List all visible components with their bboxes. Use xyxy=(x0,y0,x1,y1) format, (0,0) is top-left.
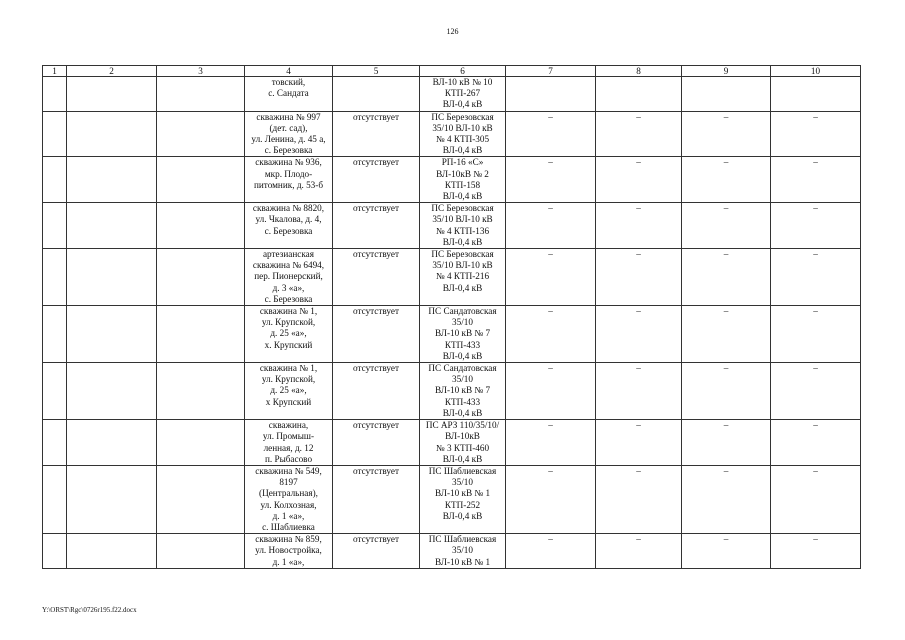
empty-cell-col-1 xyxy=(43,157,67,203)
address-cell xyxy=(245,157,333,203)
address-line: с. Шаблиевка xyxy=(262,521,315,532)
empty-cell-col-3 xyxy=(157,203,245,249)
status-cell: отсутствует xyxy=(333,363,420,420)
value-cell-c7: – xyxy=(506,203,596,249)
value-cell-c9: – xyxy=(682,249,771,306)
empty-cell-col-1 xyxy=(43,363,67,420)
value-cell-c10: – xyxy=(771,465,861,533)
power-source-line: № 3 КТП-460 xyxy=(435,442,490,453)
value-cell-c10: – xyxy=(771,534,861,569)
value-cell-c9: – xyxy=(682,534,771,569)
empty-cell-col-2 xyxy=(67,534,157,569)
table-row xyxy=(43,363,861,420)
status-cell: отсутствует xyxy=(333,420,420,466)
address-line: питомник, д. 53-б xyxy=(253,179,324,190)
power-source-line: ПС Березовская xyxy=(431,249,494,260)
power-source-line: ПС АРЗ 110/35/10/ xyxy=(425,420,500,431)
value-cell-c7: – xyxy=(506,157,596,203)
value-cell-c7 xyxy=(506,77,596,112)
address-line: 8197 xyxy=(279,477,298,488)
address-cell xyxy=(245,203,333,249)
address-line: ул. Чкалова, д. 4, xyxy=(255,214,322,225)
empty-cell-col-2 xyxy=(67,203,157,249)
empty-cell-col-3 xyxy=(157,77,245,112)
power-source-line: ВЛ-10 кВ № 1 xyxy=(434,556,491,567)
address-line: артезианская xyxy=(262,249,314,260)
value-cell-c8: – xyxy=(596,306,682,363)
empty-cell-col-2 xyxy=(67,111,157,157)
value-cell-c7: – xyxy=(506,249,596,306)
footer-file-path: Y:\ORST\Rgc\0726r195.f22.docx xyxy=(42,606,137,614)
power-source-line: ВЛ-10 кВ № 7 xyxy=(434,328,491,339)
table-row xyxy=(43,157,861,203)
empty-cell-col-1 xyxy=(43,111,67,157)
address-line: х Крупский xyxy=(265,396,312,407)
power-source-line: № 4 КТП-216 xyxy=(435,271,490,282)
value-cell-c7: – xyxy=(506,420,596,466)
status-cell: отсутствует xyxy=(333,249,420,306)
power-source-line: ВЛ-0,4 кВ xyxy=(442,99,483,110)
value-cell-c7: – xyxy=(506,363,596,420)
value-cell-c8: – xyxy=(596,534,682,569)
table-row xyxy=(43,420,861,466)
address-cell xyxy=(245,249,333,306)
address-line: скважина № 997 xyxy=(256,111,321,122)
power-source-line: ПС Шаблиевская xyxy=(428,465,497,476)
power-source-cell xyxy=(420,465,506,533)
value-cell-c9: – xyxy=(682,111,771,157)
value-cell-c10: – xyxy=(771,157,861,203)
header-row xyxy=(43,66,861,77)
value-cell-c8: – xyxy=(596,157,682,203)
address-line: д. 3 «а», xyxy=(272,282,305,293)
power-source-line: ВЛ-0,4 кВ xyxy=(442,145,483,156)
page-number: 126 xyxy=(446,27,459,36)
power-source-line: ВЛ-0,4 кВ xyxy=(442,350,483,361)
value-cell-c8: – xyxy=(596,111,682,157)
value-cell-c10: – xyxy=(771,306,861,363)
table-row xyxy=(43,249,861,306)
empty-cell-col-3 xyxy=(157,363,245,420)
power-source-cell xyxy=(420,157,506,203)
power-source-line: 35/10 ВЛ-10 кВ xyxy=(432,214,493,225)
power-source-line: ВЛ-10 кВ № 1 xyxy=(434,488,491,499)
address-line: с. Березовка xyxy=(264,145,313,156)
value-cell-c8 xyxy=(596,77,682,112)
power-source-line: ПС Сандатовская xyxy=(428,306,497,317)
value-cell-c10: – xyxy=(771,420,861,466)
value-cell-c8: – xyxy=(596,363,682,420)
status-cell: отсутствует xyxy=(333,465,420,533)
header-col-7: 7 xyxy=(506,66,596,77)
power-source-line: 35/10 xyxy=(452,374,473,385)
value-cell-c7: – xyxy=(506,465,596,533)
empty-cell-col-3 xyxy=(157,157,245,203)
power-source-line: ПС Березовская xyxy=(431,111,494,122)
power-source-line: РП-16 «С» xyxy=(441,157,484,168)
address-line: скважина № 1, xyxy=(259,363,318,374)
table-row xyxy=(43,306,861,363)
power-source-line: КТП-252 xyxy=(444,499,481,510)
value-cell-c9: – xyxy=(682,465,771,533)
address-cell xyxy=(245,363,333,420)
header-col-5: 5 xyxy=(333,66,420,77)
empty-cell-col-2 xyxy=(67,249,157,306)
address-line: д. 25 «а», xyxy=(270,385,307,396)
address-line: ул. Крупской, xyxy=(261,374,316,385)
empty-cell-col-3 xyxy=(157,249,245,306)
empty-cell-col-1 xyxy=(43,203,67,249)
table-row xyxy=(43,203,861,249)
empty-cell-col-2 xyxy=(67,363,157,420)
wells-table xyxy=(42,65,861,569)
address-line: с. Березовка xyxy=(264,225,313,236)
header-col-6: 6 xyxy=(420,66,506,77)
address-line: с. Березовка xyxy=(264,293,313,304)
status-cell xyxy=(333,77,420,112)
address-cell xyxy=(245,306,333,363)
header-col-4: 4 xyxy=(245,66,333,77)
power-source-cell xyxy=(420,534,506,569)
power-source-line: КТП-433 xyxy=(444,339,481,350)
empty-cell-col-3 xyxy=(157,111,245,157)
value-cell-c10: – xyxy=(771,363,861,420)
power-source-line: ВЛ-10 кВ № 10 xyxy=(432,77,493,87)
power-source-line: ВЛ-0,4 кВ xyxy=(442,282,483,293)
address-cell xyxy=(245,465,333,533)
empty-cell-col-2 xyxy=(67,420,157,466)
value-cell-c8: – xyxy=(596,465,682,533)
power-source-cell xyxy=(420,249,506,306)
status-cell: отсутствует xyxy=(333,111,420,157)
address-line: (Центральная), xyxy=(259,488,318,499)
address-cell xyxy=(245,420,333,466)
empty-cell-col-1 xyxy=(43,77,67,112)
power-source-line: ВЛ-10кВ № 2 xyxy=(436,168,489,179)
empty-cell-col-1 xyxy=(43,465,67,533)
power-source-cell xyxy=(420,77,506,112)
power-source-line: КТП-158 xyxy=(444,179,481,190)
value-cell-c10: – xyxy=(771,203,861,249)
empty-cell-col-3 xyxy=(157,420,245,466)
power-source-line: ВЛ-0,4 кВ xyxy=(442,191,483,202)
header-col-9: 9 xyxy=(682,66,771,77)
address-line: товский, xyxy=(271,77,306,87)
empty-cell-col-1 xyxy=(43,306,67,363)
value-cell-c8: – xyxy=(596,420,682,466)
value-cell-c8: – xyxy=(596,203,682,249)
empty-cell-col-2 xyxy=(67,77,157,112)
status-cell: отсутствует xyxy=(333,203,420,249)
value-cell-c9 xyxy=(682,77,771,112)
empty-cell-col-1 xyxy=(43,249,67,306)
address-line: скважина № 1, xyxy=(259,306,318,317)
status-cell: отсутствует xyxy=(333,534,420,569)
value-cell-c9: – xyxy=(682,420,771,466)
table-row xyxy=(43,534,861,569)
value-cell-c7: – xyxy=(506,111,596,157)
value-cell-c9: – xyxy=(682,363,771,420)
address-line: (дет. сад), xyxy=(269,122,308,133)
header-col-3: 3 xyxy=(157,66,245,77)
empty-cell-col-2 xyxy=(67,157,157,203)
power-source-line: 35/10 ВЛ-10 кВ xyxy=(432,260,493,271)
address-line: ул. Колхозная, xyxy=(260,499,317,510)
header-col-2: 2 xyxy=(67,66,157,77)
power-source-line: № 4 КТП-136 xyxy=(435,225,490,236)
power-source-line: № 4 КТП-305 xyxy=(435,134,490,145)
table-row xyxy=(43,465,861,533)
power-source-line: ПС Сандатовская xyxy=(428,363,497,374)
power-source-line: ВЛ-0,4 кВ xyxy=(442,236,483,247)
header-col-8: 8 xyxy=(596,66,682,77)
table-row xyxy=(43,77,861,112)
power-source-line: ВЛ-0,4 кВ xyxy=(442,510,483,521)
address-line: х. Крупский xyxy=(264,339,313,350)
value-cell-c10: – xyxy=(771,111,861,157)
empty-cell-col-3 xyxy=(157,465,245,533)
power-source-line: 35/10 xyxy=(452,477,473,488)
table-row xyxy=(43,111,861,157)
power-source-line: КТП-267 xyxy=(444,88,481,99)
address-line: скважина, xyxy=(268,420,309,431)
power-source-line: ПС Шаблиевская xyxy=(428,534,497,545)
power-source-cell xyxy=(420,420,506,466)
value-cell-c9: – xyxy=(682,157,771,203)
header-col-10: 10 xyxy=(771,66,861,77)
address-cell xyxy=(245,111,333,157)
power-source-line: ВЛ-0,4 кВ xyxy=(442,453,483,464)
address-line: ул. Крупской, xyxy=(261,317,316,328)
address-line: скважина № 859, xyxy=(255,534,322,545)
power-source-line: 35/10 xyxy=(452,545,473,556)
value-cell-c10 xyxy=(771,77,861,112)
address-line: скважина № 549, xyxy=(255,465,322,476)
address-line: д. 1 «а», xyxy=(272,510,305,521)
address-line: ленная, д. 12 xyxy=(263,442,314,453)
empty-cell-col-3 xyxy=(157,534,245,569)
value-cell-c7: – xyxy=(506,534,596,569)
power-source-line: ВЛ-0,4 кВ xyxy=(442,407,483,418)
address-line: с. Сандата xyxy=(268,88,309,99)
power-source-line: ВЛ-10кВ xyxy=(445,431,480,442)
power-source-line: ПС Березовская xyxy=(431,203,494,214)
value-cell-c8: – xyxy=(596,249,682,306)
address-line: скважина № 936, xyxy=(255,157,322,168)
address-cell xyxy=(245,77,333,112)
value-cell-c7: – xyxy=(506,306,596,363)
value-cell-c9: – xyxy=(682,203,771,249)
power-source-line: КТП-433 xyxy=(444,396,481,407)
power-source-line: ВЛ-10 кВ № 7 xyxy=(434,385,491,396)
empty-cell-col-2 xyxy=(67,465,157,533)
power-source-cell xyxy=(420,203,506,249)
address-line: ул. Новостройка, xyxy=(255,545,322,556)
power-source-line: 35/10 xyxy=(452,317,473,328)
empty-cell-col-3 xyxy=(157,306,245,363)
address-line: ул. Ленина, д. 45 а, xyxy=(251,134,326,145)
address-line: пер. Пионерский, xyxy=(254,271,323,282)
empty-cell-col-1 xyxy=(43,534,67,569)
empty-cell-col-2 xyxy=(67,306,157,363)
address-line: ул. Промыш- xyxy=(262,431,315,442)
value-cell-c9: – xyxy=(682,306,771,363)
address-line: скважина № 8820, xyxy=(252,203,325,214)
power-source-cell xyxy=(420,363,506,420)
address-line: п. Рыбасово xyxy=(264,453,313,464)
power-source-cell xyxy=(420,111,506,157)
value-cell-c10: – xyxy=(771,249,861,306)
status-cell: отсутствует xyxy=(333,306,420,363)
power-source-line: 35/10 ВЛ-10 кВ xyxy=(432,122,493,133)
address-line: скважина № 6494, xyxy=(252,260,325,271)
power-source-cell xyxy=(420,306,506,363)
status-cell: отсутствует xyxy=(333,157,420,203)
address-line: д. 25 «а», xyxy=(270,328,307,339)
address-cell xyxy=(245,534,333,569)
address-line: д. 1 «а», xyxy=(272,556,305,567)
empty-cell-col-1 xyxy=(43,420,67,466)
header-col-1: 1 xyxy=(43,66,67,77)
address-line: мкр. Плодо- xyxy=(264,168,313,179)
